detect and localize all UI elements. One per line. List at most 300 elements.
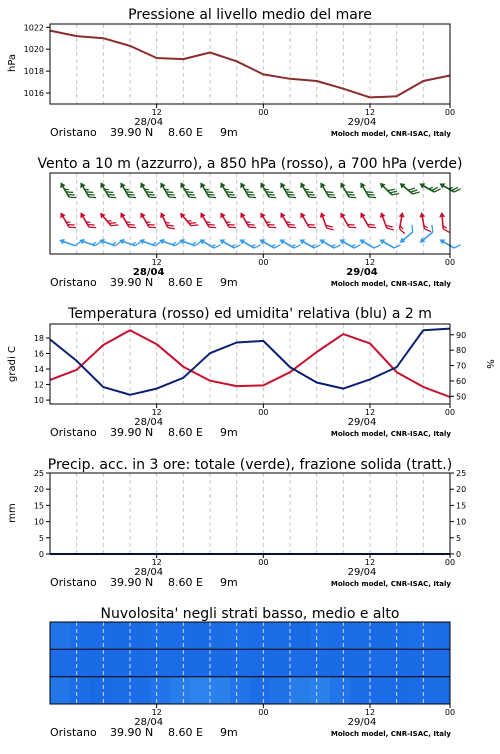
wind-barb <box>118 179 136 202</box>
wind-barb <box>398 178 420 198</box>
barb-shaft <box>382 215 387 228</box>
barb-head <box>78 181 86 188</box>
barb-head <box>138 211 146 218</box>
barb-flag <box>95 240 101 247</box>
wind-barb <box>419 211 432 233</box>
y-tick-label: 0 <box>456 550 462 559</box>
barb-head <box>418 181 425 189</box>
footer-credit: Moloch model, CNR-ISAC, Italy <box>330 130 451 138</box>
wind-barb <box>158 179 176 202</box>
date-label: 29/04 <box>347 717 377 728</box>
barb-head <box>378 211 385 218</box>
wind-barb <box>258 179 276 202</box>
x-tick-label: 12 <box>364 108 376 117</box>
cloud-cell <box>330 649 351 677</box>
barb-head <box>318 181 326 188</box>
barb-shaft <box>162 215 168 228</box>
wind-barb <box>338 234 361 252</box>
wind-barb <box>178 179 196 202</box>
pressure-grid <box>77 24 424 104</box>
wind-barb <box>278 234 301 252</box>
barb-head <box>118 181 126 188</box>
barb-shaft <box>82 185 89 197</box>
cloud-cell <box>410 677 431 705</box>
barb-head <box>218 181 226 188</box>
precip-y-ticks-right <box>450 469 466 559</box>
wind-barb <box>278 209 296 232</box>
barb-flag <box>234 243 240 250</box>
cloud-cell <box>230 622 251 650</box>
wind-barb <box>318 179 336 202</box>
cloud-cell <box>50 677 71 705</box>
footer-credit: Moloch model, CNR-ISAC, Italy <box>330 580 451 588</box>
barb-flag <box>374 243 380 250</box>
y-tick-label: 80 <box>456 346 467 356</box>
cloud-cell <box>390 622 411 650</box>
cloud-cell <box>230 677 251 705</box>
x-tick-label: 00 <box>444 558 456 567</box>
wind-barb <box>438 234 461 252</box>
footer-text: 39.90 N <box>110 126 154 139</box>
barb-head <box>358 211 366 218</box>
footer-text: Oristano <box>50 276 97 289</box>
barb-flag <box>409 225 416 232</box>
footer-text: 39.90 N <box>110 726 154 739</box>
barb-shaft <box>362 185 369 197</box>
wind-barb <box>138 209 156 232</box>
cloud-cell <box>250 677 271 705</box>
precip-title: Precip. acc. in 3 ore: totale (verde), frazione solida (tratt.) <box>47 457 453 473</box>
footer-text: 9m <box>220 576 238 589</box>
wind-barb <box>338 179 356 202</box>
cloud-cell <box>70 677 91 705</box>
cloud-cell <box>90 622 111 650</box>
x-tick-label: 00 <box>444 258 456 267</box>
temperature-title: Temperatura (rosso) ed umidita' relativa (blu) a 2 m <box>68 306 432 322</box>
cloud-cell <box>430 677 451 705</box>
barb-head <box>358 237 365 245</box>
x-tick-label: 00 <box>258 558 269 567</box>
wind-barb <box>238 234 261 252</box>
cloud-cell <box>90 677 111 705</box>
cloud-cell <box>50 622 71 650</box>
barb-shaft <box>362 215 369 227</box>
temperature-series <box>50 329 450 397</box>
barb-head <box>338 181 346 188</box>
wind-barb <box>218 234 241 252</box>
date-label: 28/04 <box>134 567 164 578</box>
barb-shaft <box>122 215 129 227</box>
barb-shaft <box>162 185 169 197</box>
y-tick-label: 1020 <box>23 45 44 55</box>
cloud-cell <box>170 649 191 677</box>
cloud-cell <box>50 649 71 677</box>
temperature-ylabel: gradi C <box>7 346 18 382</box>
barb-flag <box>115 240 121 247</box>
x-tick-label: 00 <box>444 708 456 717</box>
series-line <box>50 330 450 397</box>
x-tick-label: 00 <box>444 108 456 117</box>
pressure-x-ticks <box>134 104 455 128</box>
barb-head <box>318 237 325 245</box>
footer-text: 39.90 N <box>110 276 154 289</box>
x-tick-label: 12 <box>364 408 376 417</box>
wind-barb <box>378 179 399 200</box>
x-tick-label: 12 <box>364 558 376 567</box>
barb-flag <box>354 243 360 250</box>
cloud-cell <box>390 677 411 705</box>
barb-head <box>338 211 346 218</box>
wind-frame <box>50 173 450 254</box>
wind-barb <box>298 234 321 252</box>
wind-barb <box>98 179 116 202</box>
footer-text: 39.90 N <box>110 576 154 589</box>
barb-shaft <box>302 241 314 248</box>
cloud-cell <box>310 677 331 705</box>
barb-flag <box>294 243 300 250</box>
wind-barb <box>138 179 156 202</box>
precip-frame <box>50 473 450 554</box>
cloud-cell <box>150 677 171 705</box>
barb-head <box>78 211 86 218</box>
cloud-cell <box>210 622 231 650</box>
y-tick-label: 16 <box>33 349 44 359</box>
barb-shaft <box>82 215 89 227</box>
barb-flag <box>314 243 320 250</box>
barb-flag <box>254 243 260 250</box>
barb-head <box>98 181 106 188</box>
barb-shaft <box>302 185 309 197</box>
temperature-grid <box>77 324 424 404</box>
barb-head <box>318 211 325 218</box>
cloud-cell <box>110 677 131 705</box>
barb-shaft <box>382 241 394 248</box>
cloud-cell <box>370 649 391 677</box>
footer-text: Oristano <box>50 426 97 439</box>
cloud-cell <box>290 649 311 677</box>
barb-shaft <box>222 241 234 248</box>
footer-text: Oristano <box>50 576 97 589</box>
cloud-cell <box>370 622 391 650</box>
humidity-y-ticks <box>450 331 466 402</box>
footer-text: Oristano <box>50 726 97 739</box>
y-tick-label: 1022 <box>23 23 44 33</box>
barb-flag <box>195 240 201 247</box>
x-tick-label: 12 <box>151 408 162 417</box>
cloud-cell <box>170 622 191 650</box>
barb-head <box>258 211 266 218</box>
wind-barb <box>258 209 276 232</box>
barb-shaft <box>322 215 327 228</box>
date-label: 28/04 <box>134 717 164 728</box>
wind-footer <box>50 276 451 289</box>
barb-head <box>258 181 266 188</box>
clouds-title: Nuvolosita' negli strati basso, medio e alto <box>100 606 400 622</box>
wind-barb <box>58 209 76 232</box>
barb-shaft <box>442 185 454 192</box>
barb-shaft <box>282 241 294 248</box>
footer-credit: Moloch model, CNR-ISAC, Italy <box>330 730 451 738</box>
x-tick-label: 00 <box>258 108 269 117</box>
barb-head <box>438 181 445 189</box>
pressure-footer <box>50 126 451 139</box>
wind-grid <box>77 173 424 254</box>
wind-title: Vento a 10 m (azzurro), a 850 hPa (rosso), a 700 hPa (verde) <box>37 156 463 172</box>
wind-barb <box>78 234 101 250</box>
barb-head <box>158 211 166 218</box>
wind-barb <box>298 209 316 232</box>
cloud-cell <box>350 677 371 705</box>
barb-head <box>58 211 66 218</box>
wind-barb <box>396 212 409 234</box>
y-tick-label: 10 <box>456 517 467 527</box>
footer-credit: Moloch model, CNR-ISAC, Italy <box>330 430 451 438</box>
barb-head <box>378 237 385 245</box>
x-tick-label: 12 <box>151 108 162 117</box>
wind-barb <box>178 209 198 231</box>
wind-barb <box>318 210 334 233</box>
wind-barb <box>218 179 236 202</box>
footer-credit: Moloch model, CNR-ISAC, Italy <box>330 280 451 288</box>
barb-flag <box>334 243 340 250</box>
cloud-cell <box>330 622 351 650</box>
y-tick-label: 1016 <box>23 89 44 99</box>
cloud-cell <box>350 649 371 677</box>
wind-barb <box>418 178 441 196</box>
y-tick-label: 90 <box>456 330 467 340</box>
footer-text: Oristano <box>50 126 97 139</box>
barb-shaft <box>242 241 254 248</box>
wind-barb <box>238 209 256 232</box>
barb-head <box>358 181 366 188</box>
y-tick-label: 1018 <box>23 67 44 77</box>
barb-head <box>118 211 126 218</box>
footer-text: 39.90 N <box>110 426 154 439</box>
barb-flag <box>454 243 460 250</box>
wind-barb <box>358 179 376 202</box>
barb-shaft <box>242 185 249 197</box>
barb-head <box>278 181 286 188</box>
barb-flag <box>214 243 220 250</box>
barb-head <box>58 181 66 188</box>
barb-head <box>178 181 186 188</box>
cloud-cell <box>430 622 451 650</box>
wind-barb <box>138 234 161 250</box>
y-tick-label: 18 <box>33 333 44 343</box>
barb-flag <box>75 240 81 247</box>
cloud-cell <box>390 649 411 677</box>
precip-y-ticks <box>34 469 50 559</box>
cloud-cell <box>350 622 371 650</box>
wind-barb <box>198 179 216 202</box>
barb-shaft <box>242 215 249 227</box>
cloud-cell <box>310 649 331 677</box>
cloud-cell <box>130 649 151 677</box>
precip-footer <box>50 576 451 589</box>
barb-head <box>218 211 226 218</box>
barb-shaft <box>362 241 374 248</box>
wind-barb <box>278 179 296 202</box>
barb-flag <box>424 228 431 233</box>
pressure-series <box>50 31 450 98</box>
y-tick-label: 10 <box>33 396 44 406</box>
wind-barb <box>98 209 118 231</box>
barb-head <box>439 212 445 218</box>
x-tick-label: 12 <box>151 258 162 267</box>
cloud-cell <box>190 677 211 705</box>
barb-head <box>238 211 246 218</box>
footer-text: 8.60 E <box>168 576 203 589</box>
barb-shaft <box>442 241 454 248</box>
barb-head <box>298 211 306 218</box>
date-label: 29/04 <box>347 567 377 578</box>
precip-grid <box>77 473 424 554</box>
date-label: 29/04 <box>347 417 377 428</box>
temperature-x-ticks <box>134 404 455 428</box>
y-tick-label: 25 <box>456 469 467 478</box>
barb-shaft <box>202 215 209 227</box>
cloud-cell <box>130 677 151 705</box>
date-label: 28/04 <box>134 417 164 428</box>
cloud-cell <box>250 649 271 677</box>
wind-panel <box>37 156 462 289</box>
barb-head <box>198 211 206 218</box>
barb-flag <box>175 240 181 247</box>
barb-shaft <box>222 215 229 227</box>
cloud-cell <box>370 677 391 705</box>
cloud-cell <box>210 677 231 705</box>
wind-barb <box>98 234 121 250</box>
barb-shaft <box>322 241 334 248</box>
date-label: 29/04 <box>346 267 378 278</box>
barb-flag <box>443 228 449 233</box>
cloud-cell <box>170 677 191 705</box>
barb-flag <box>399 229 406 234</box>
barb-head <box>399 212 406 218</box>
barb-shaft <box>282 185 289 197</box>
x-tick-label: 12 <box>151 708 162 717</box>
barb-shaft <box>202 241 214 248</box>
x-tick-label: 00 <box>258 258 269 267</box>
y-tick-label: 20 <box>33 485 44 495</box>
barb-head <box>298 181 306 188</box>
footer-text: 9m <box>220 126 238 139</box>
x-tick-label: 00 <box>258 408 269 417</box>
wind-barb <box>158 210 175 233</box>
barb-head <box>238 181 246 188</box>
clouds-panel <box>50 606 455 739</box>
y-tick-label: 70 <box>456 361 467 371</box>
cloud-cell <box>250 622 271 650</box>
cloud-cell <box>270 677 291 705</box>
barb-head <box>438 237 445 245</box>
y-tick-label: 12 <box>33 380 44 390</box>
cloud-cell <box>290 677 311 705</box>
wind-barb <box>218 209 236 232</box>
wind-barb <box>438 178 461 196</box>
clouds-x-ticks <box>134 704 455 728</box>
barb-shaft <box>122 185 129 197</box>
cloud-cell <box>210 649 231 677</box>
barb-head <box>298 237 305 245</box>
barb-shaft <box>322 185 329 197</box>
cloud-cell <box>270 622 291 650</box>
y-tick-label: 5 <box>38 533 44 543</box>
y-tick-label: 60 <box>456 376 467 386</box>
barb-shaft <box>142 215 149 227</box>
pressure-ylabel: hPa <box>7 53 18 73</box>
y-tick-label: 14 <box>33 365 44 375</box>
date-label: 28/04 <box>134 117 164 128</box>
barb-shaft <box>62 215 69 227</box>
barb-head <box>278 237 285 245</box>
wind-barb <box>439 211 450 233</box>
footer-text: 8.60 E <box>168 426 203 439</box>
wind-barb <box>198 209 216 232</box>
x-tick-label: 00 <box>258 708 269 717</box>
wind-barb <box>178 234 201 250</box>
barb-head <box>419 212 426 218</box>
precip-x-ticks <box>134 554 455 578</box>
barb-flag <box>155 240 161 247</box>
temperature-panel <box>7 306 495 439</box>
y-tick-label: 10 <box>33 517 44 527</box>
wind-barb <box>158 234 181 250</box>
barb-shaft <box>142 185 149 197</box>
wind-barb <box>318 234 341 252</box>
y-tick-label: 25 <box>33 469 44 478</box>
barb-shaft <box>302 215 309 227</box>
barb-shaft <box>282 215 289 227</box>
wind-x-ticks <box>133 254 455 278</box>
cloud-cell <box>130 622 151 650</box>
cloud-cell <box>70 622 91 650</box>
x-tick-label: 12 <box>364 258 376 267</box>
barb-head <box>278 211 286 218</box>
pressure-panel <box>7 7 455 139</box>
barb-shaft <box>62 185 69 197</box>
wind-barb <box>58 179 76 202</box>
y-tick-label: 15 <box>456 501 467 511</box>
series-line <box>50 31 450 98</box>
barb-flag <box>394 243 400 250</box>
wind-barb <box>358 209 376 232</box>
date-label: 29/04 <box>347 117 377 128</box>
wind-barb <box>378 210 394 233</box>
precip-ylabel: mm <box>7 503 18 523</box>
x-tick-label: 12 <box>364 708 376 717</box>
barb-head <box>258 237 265 245</box>
pressure-title: Pressione al livello medio del mare <box>128 7 372 23</box>
barb-head <box>238 237 245 245</box>
wind-barb <box>78 179 96 202</box>
wind-barb <box>198 234 221 252</box>
wind-barb <box>298 179 316 202</box>
footer-text: 8.60 E <box>168 126 203 139</box>
precip-panel <box>7 457 466 589</box>
cloud-cell <box>150 622 171 650</box>
wind-barb <box>358 234 381 252</box>
wind-barb <box>58 234 81 250</box>
y-tick-label: 5 <box>456 533 462 543</box>
wind-barb <box>258 234 281 252</box>
footer-text: 8.60 E <box>168 276 203 289</box>
cloud-cell <box>90 649 111 677</box>
footer-text: 9m <box>220 276 238 289</box>
y-tick-label: 15 <box>33 501 44 511</box>
cloud-cell <box>410 622 431 650</box>
humidity-ylabel: % <box>484 359 495 369</box>
